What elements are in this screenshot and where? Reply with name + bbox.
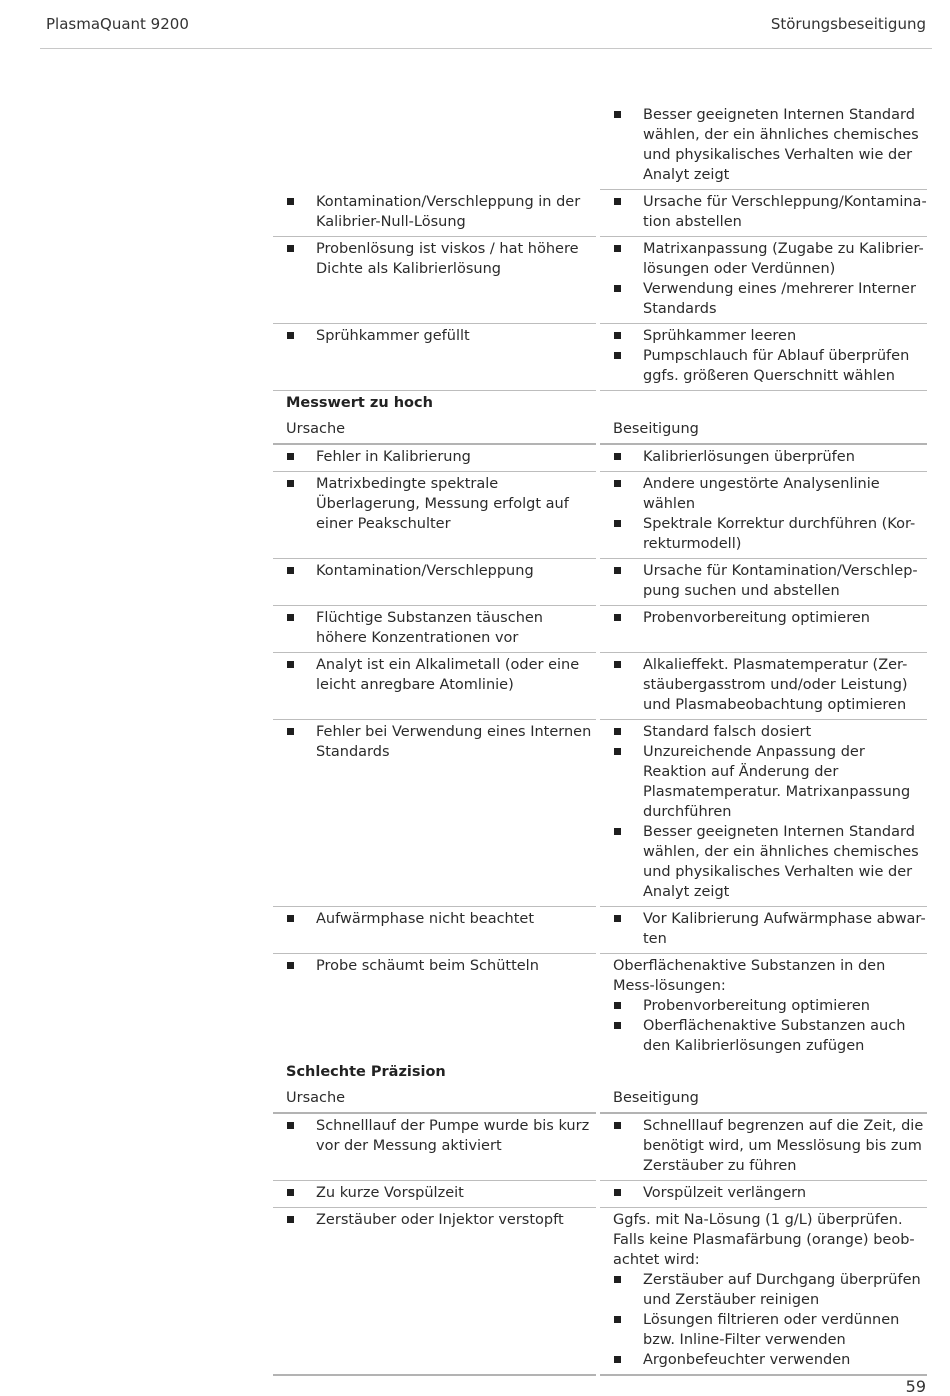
fix-cell xyxy=(600,190,927,237)
fix-cell xyxy=(600,606,927,653)
table-row xyxy=(273,559,927,606)
cause-cell xyxy=(273,445,596,472)
bullet-item: Alkalieffekt. Plasmatemperatur (Zer-stäubergasstrom und/oder Leistung) und Plasmabeobachtung optimieren xyxy=(613,655,927,715)
bullet-item: Flüchtige Substanzen täuschen höhere Konzentrationen vor xyxy=(286,608,596,648)
fix-cell xyxy=(600,237,927,324)
bullet-item: Kontamination/Verschleppung xyxy=(286,561,596,581)
cause-cell xyxy=(273,653,596,720)
fix-cell xyxy=(600,559,927,606)
section-heading-row xyxy=(273,1060,927,1086)
cause-cell xyxy=(273,237,596,324)
bullet-item: Besser geeigneten Internen Standard wählen, der ein ähnliches chemisches und physikalisches Verhalten wie der Analyt zeigt xyxy=(613,105,927,185)
page-header xyxy=(46,14,926,36)
table-row xyxy=(273,445,927,472)
bullet-item: Kalibrierlösungen überprüfen xyxy=(613,447,927,467)
bullet-item: Schnelllauf begrenzen auf die Zeit, die benötigt wird, um Messlösung bis zum Zerstäuber zu führen xyxy=(613,1116,927,1176)
cause-cell xyxy=(273,190,596,237)
table-row xyxy=(273,907,927,954)
cause-cell xyxy=(273,720,596,907)
cause-cell xyxy=(273,1114,596,1181)
bullet-item: Pumpschlauch für Ablauf überprüfen ggfs. größeren Querschnitt wählen xyxy=(613,346,927,386)
bullet-item: Standard falsch dosiert xyxy=(613,722,927,742)
fix-cell xyxy=(600,720,927,907)
table-row xyxy=(273,954,927,1060)
bullet-item: Probenvorbereitung optimieren xyxy=(613,996,927,1016)
bullet-item: Ursache für Kontamination/Verschlep-pung suchen und abstellen xyxy=(613,561,927,601)
fix-cell xyxy=(600,445,927,472)
bullet-item: Besser geeigneten Internen Standard wählen, der ein ähnliches chemisches und physikalisches Verhalten wie der Analyt zeigt xyxy=(613,822,927,902)
table-row xyxy=(273,1181,927,1208)
bullet-item: Sprühkammer leeren xyxy=(613,326,927,346)
empty-cell xyxy=(600,1060,927,1086)
bullet-item: Probenvorbereitung optimieren xyxy=(613,608,927,628)
bullet-item: Sprühkammer gefüllt xyxy=(286,326,596,346)
cell-text: Oberflächenaktive Substanzen in den Mess-lösungen: xyxy=(613,958,886,994)
table-row xyxy=(273,1114,927,1181)
bullet-item: Lösungen filtrieren oder verdünnen bzw. Inline-Filter verwenden xyxy=(613,1310,927,1350)
bullet-item: Zerstäuber oder Injektor verstopft xyxy=(286,1210,596,1230)
bullet-item: Unzureichende Anpassung der Reaktion auf Änderung der Plasmatemperatur. Matrixanpassung durchführen xyxy=(613,742,927,822)
table-row xyxy=(273,1208,927,1376)
cause-cell xyxy=(273,559,596,606)
table-row xyxy=(273,324,927,391)
fix-cell xyxy=(600,1181,927,1208)
column-header-cause: Ursache xyxy=(273,417,596,445)
fix-cell xyxy=(600,324,927,391)
bullet-item: Fehler bei Verwendung eines Internen Standards xyxy=(286,722,596,762)
cause-cell xyxy=(273,1181,596,1208)
cause-cell xyxy=(273,472,596,559)
table-row xyxy=(273,237,927,324)
table-row xyxy=(273,606,927,653)
table-row xyxy=(273,720,927,907)
fix-cell xyxy=(600,1114,927,1181)
cause-cell xyxy=(273,907,596,954)
fix-cell xyxy=(600,653,927,720)
bullet-item: Vor Kalibrierung Aufwärmphase abwar-ten xyxy=(613,909,927,949)
cell-text: Ggfs. mit Na-Lösung (1 g/L) überprüfen. Falls keine Plasmafärbung (orange) beob-achtet wird: xyxy=(613,1212,915,1268)
bullet-item: Spektrale Korrektur durchführen (Kor-rekturmodell) xyxy=(613,514,927,554)
section-heading: Messwert zu hoch xyxy=(286,395,433,411)
fix-cell xyxy=(600,472,927,559)
bullet-item: Analyt ist ein Alkalimetall (oder eine leicht anregbare Atomlinie) xyxy=(286,655,596,695)
table-row xyxy=(273,103,927,190)
bullet-item: Argonbefeuchter verwenden xyxy=(613,1350,927,1370)
chapter-title: Störungsbeseitigung xyxy=(770,15,926,33)
bullet-item: Zerstäuber auf Durchgang überprüfen und Zerstäuber reinigen xyxy=(613,1270,927,1310)
header-divider xyxy=(40,48,932,49)
table-row xyxy=(273,190,927,237)
section-heading: Schlechte Präzision xyxy=(286,1064,446,1080)
cause-cell xyxy=(273,954,596,1060)
manual-title: PlasmaQuant 9200 xyxy=(46,15,189,33)
table-row xyxy=(273,653,927,720)
cause-cell xyxy=(273,103,596,190)
column-header-row xyxy=(273,1086,927,1114)
bullet-item: Matrixanpassung (Zugabe zu Kalibrier-lösungen oder Verdünnen) xyxy=(613,239,927,279)
bullet-item: Fehler in Kalibrierung xyxy=(286,447,596,467)
cause-cell xyxy=(273,324,596,391)
bullet-item: Vorspülzeit verlängern xyxy=(613,1183,927,1203)
bullet-item: Andere ungestörte Analysenlinie wählen xyxy=(613,474,927,514)
troubleshooting-table xyxy=(273,103,927,1376)
bullet-item: Oberflächenaktive Substanzen auch den Kalibrierlösungen zufügen xyxy=(613,1016,927,1056)
fix-cell xyxy=(600,954,927,1060)
page-number: 59 xyxy=(905,1377,926,1396)
column-header-row xyxy=(273,417,927,445)
fix-cell xyxy=(600,1208,927,1376)
bullet-item: Aufwärmphase nicht beachtet xyxy=(286,909,596,929)
bullet-item: Verwendung eines /mehrerer Interner Standards xyxy=(613,279,927,319)
fix-cell xyxy=(600,907,927,954)
bullet-item: Kontamination/Verschleppung in der Kalibrier-Null-Lösung xyxy=(286,192,596,232)
bullet-item: Probe schäumt beim Schütteln xyxy=(286,956,596,976)
column-header-fix: Beseitigung xyxy=(600,417,927,445)
fix-cell xyxy=(600,103,927,190)
cause-cell xyxy=(273,606,596,653)
section-heading-row xyxy=(273,391,927,417)
bullet-item: Probenlösung ist viskos / hat höhere Dichte als Kalibrierlösung xyxy=(286,239,596,279)
column-header-cause: Ursache xyxy=(273,1086,596,1114)
bullet-item: Ursache für Verschleppung/Kontamina-tion abstellen xyxy=(613,192,927,232)
bullet-item: Schnelllauf der Pumpe wurde bis kurz vor der Messung aktiviert xyxy=(286,1116,596,1156)
bullet-item: Zu kurze Vorspülzeit xyxy=(286,1183,596,1203)
empty-cell xyxy=(600,391,927,417)
bullet-item: Matrixbedingte spektrale Überlagerung, Messung erfolgt auf einer Peakschulter xyxy=(286,474,596,534)
cause-cell xyxy=(273,1208,596,1376)
table-row xyxy=(273,472,927,559)
column-header-fix: Beseitigung xyxy=(600,1086,927,1114)
